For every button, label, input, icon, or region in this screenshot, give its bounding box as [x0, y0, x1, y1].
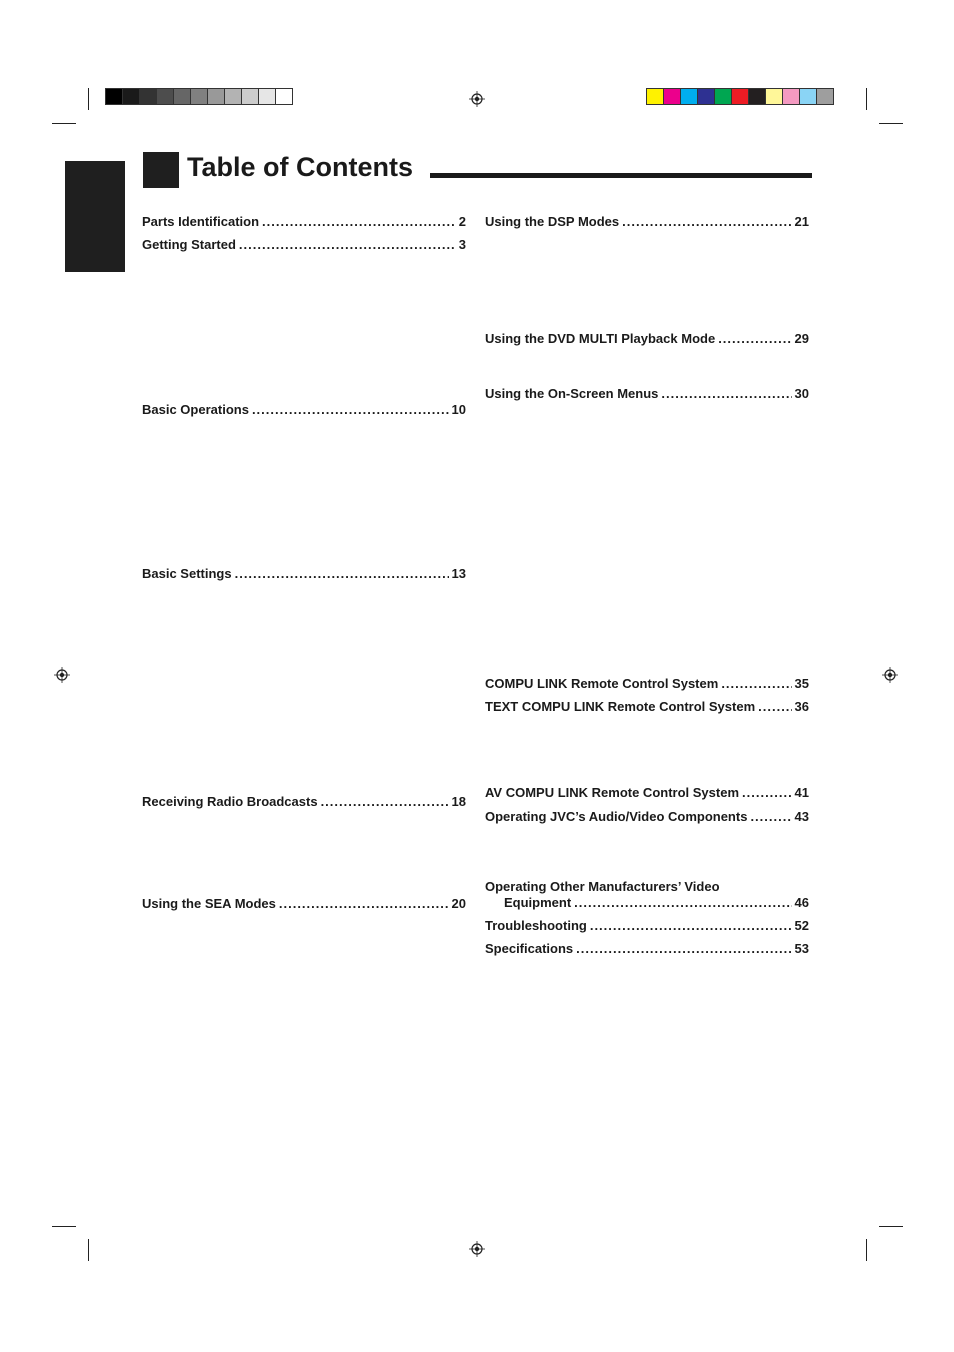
- toc-entry-label: Troubleshooting: [485, 918, 587, 933]
- dot-leader: [576, 941, 791, 956]
- toc-entry-label: Getting Started: [142, 237, 236, 252]
- toc-entry[interactable]: [485, 918, 809, 933]
- color-swatch: [816, 88, 834, 105]
- gray-swatch: [224, 88, 242, 105]
- dot-leader: [235, 566, 449, 581]
- toc-entry-page: 2: [458, 214, 466, 229]
- dot-leader: [239, 237, 456, 252]
- crop-mark: [52, 123, 76, 124]
- color-swatch: [680, 88, 698, 105]
- toc-entry-page: 18: [451, 794, 466, 809]
- color-calibration-bar: [647, 88, 834, 105]
- gray-swatch: [122, 88, 140, 105]
- title-marker-block: [143, 152, 179, 188]
- toc-entry-label: Specifications: [485, 941, 574, 956]
- dot-leader: [279, 896, 449, 911]
- toc-entry-label: Basic Operations: [142, 402, 249, 417]
- toc-entry-label: AV COMPU LINK Remote Control System: [485, 785, 740, 800]
- toc-entry[interactable]: [504, 895, 809, 910]
- toc-entry-label[interactable]: Operating Other Manufacturers’ Video: [485, 879, 720, 894]
- gray-swatch: [105, 88, 123, 105]
- grayscale-calibration-bar: [106, 88, 293, 105]
- toc-entry-page: 41: [794, 785, 809, 800]
- toc-entry-page: 10: [451, 402, 466, 417]
- toc-entry-page: 20: [451, 896, 466, 911]
- gray-swatch: [258, 88, 276, 105]
- toc-entry-label: Receiving Radio Broadcasts: [142, 794, 318, 809]
- toc-entry-page: 13: [451, 566, 466, 581]
- toc-entry-page: 43: [794, 809, 809, 824]
- toc-entry[interactable]: [142, 214, 466, 229]
- toc-entry-page: 21: [794, 214, 809, 229]
- toc-entry[interactable]: [142, 896, 466, 911]
- color-swatch: [646, 88, 664, 105]
- gray-swatch: [207, 88, 225, 105]
- crop-mark: [866, 1239, 867, 1261]
- toc-entry-page: 29: [794, 331, 809, 346]
- toc-entry-label: Basic Settings: [142, 566, 232, 581]
- dot-leader: [718, 331, 791, 346]
- registration-mark-icon: [54, 667, 70, 683]
- dot-leader: [622, 214, 791, 229]
- toc-entry-page: 30: [794, 386, 809, 401]
- toc-entry-label: Using the DSP Modes: [485, 214, 620, 229]
- crop-mark: [88, 88, 89, 110]
- color-swatch: [748, 88, 766, 105]
- toc-entry[interactable]: [485, 785, 809, 800]
- toc-entry[interactable]: [485, 214, 809, 229]
- color-swatch: [765, 88, 783, 105]
- color-swatch: [731, 88, 749, 105]
- dot-leader: [742, 785, 792, 800]
- toc-entry-label: Using the SEA Modes: [142, 896, 276, 911]
- color-swatch: [714, 88, 732, 105]
- title-rule: [430, 173, 812, 178]
- toc-entry-label: Using the On-Screen Menus: [485, 386, 659, 401]
- dot-leader: [590, 918, 792, 933]
- toc-entry[interactable]: [485, 809, 809, 824]
- dot-leader: [321, 794, 449, 809]
- toc-entry-label-continued: Equipment: [504, 895, 572, 910]
- color-swatch: [697, 88, 715, 105]
- registration-mark-icon: [469, 1241, 485, 1257]
- page-title: Table of Contents: [187, 152, 413, 182]
- dot-leader: [574, 895, 791, 910]
- toc-entry[interactable]: [485, 699, 809, 714]
- gray-swatch: [139, 88, 157, 105]
- color-swatch: [663, 88, 681, 105]
- toc-entry-label: Parts Identification: [142, 214, 260, 229]
- color-swatch: [799, 88, 817, 105]
- toc-entry-label: Using the DVD MULTI Playback Mode: [485, 331, 716, 346]
- toc-entry-label: TEXT COMPU LINK Remote Control System: [485, 699, 756, 714]
- gray-swatch: [156, 88, 174, 105]
- toc-entry-page: 52: [794, 918, 809, 933]
- registration-mark-icon: [469, 91, 485, 107]
- dot-leader: [758, 699, 791, 714]
- toc-entry-label: Operating JVC’s Audio/Video Components: [485, 809, 748, 824]
- toc-entry-page: 36: [794, 699, 809, 714]
- toc-entry-page: 35: [794, 676, 809, 691]
- dot-leader: [262, 214, 456, 229]
- color-swatch: [782, 88, 800, 105]
- crop-mark: [88, 1239, 89, 1261]
- dot-leader: [750, 809, 791, 824]
- dot-leader: [721, 676, 791, 691]
- toc-entry[interactable]: [142, 794, 466, 809]
- toc-entry-page: 46: [794, 895, 809, 910]
- dot-leader: [252, 402, 449, 417]
- gray-swatch: [241, 88, 259, 105]
- toc-entry[interactable]: [485, 941, 809, 956]
- crop-mark: [879, 123, 903, 124]
- gray-swatch: [275, 88, 293, 105]
- registration-mark-icon: [882, 667, 898, 683]
- toc-entry[interactable]: [485, 331, 809, 346]
- crop-mark: [866, 88, 867, 110]
- toc-entry[interactable]: [142, 402, 466, 417]
- toc-entry[interactable]: [485, 386, 809, 401]
- gray-swatch: [173, 88, 191, 105]
- toc-entry[interactable]: [485, 676, 809, 691]
- crop-mark: [52, 1226, 76, 1227]
- toc-entry-page: 53: [794, 941, 809, 956]
- toc-entry-label: COMPU LINK Remote Control System: [485, 676, 719, 691]
- dot-leader: [661, 386, 791, 401]
- toc-entry[interactable]: [142, 237, 466, 252]
- toc-entry[interactable]: [142, 566, 466, 581]
- toc-entry-page: 3: [458, 237, 466, 252]
- crop-mark: [879, 1226, 903, 1227]
- language-side-tab: [65, 161, 125, 272]
- gray-swatch: [190, 88, 208, 105]
